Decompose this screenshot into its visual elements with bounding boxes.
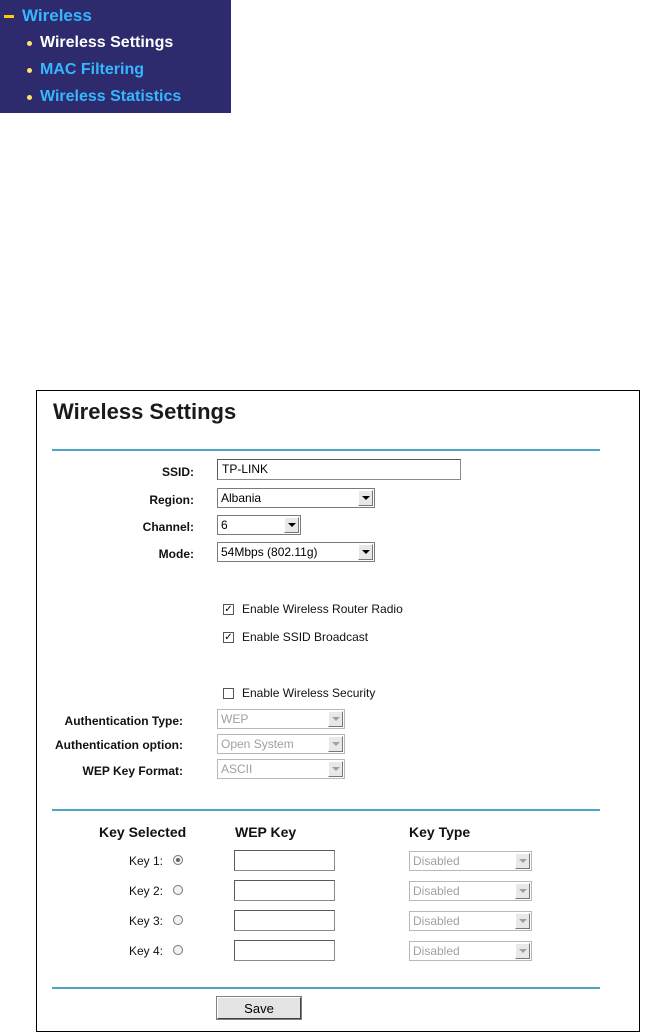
wireless-menu: [0, 0, 231, 113]
key-2-type-value: Disabled: [413, 884, 460, 898]
wep-key-format-value: ASCII: [221, 762, 253, 776]
auth-type-label: Authentication Type:: [64, 714, 183, 728]
dropdown-arrow-icon[interactable]: [328, 761, 343, 777]
auth-type-value: WEP: [221, 712, 249, 726]
bullet-icon: [27, 41, 32, 46]
region-select[interactable]: [217, 488, 375, 508]
key-1-radio[interactable]: [173, 855, 183, 865]
dropdown-arrow-icon[interactable]: [328, 736, 343, 752]
region-label: Region:: [149, 493, 194, 507]
key-1-type-select[interactable]: [409, 851, 532, 871]
key-2-input[interactable]: [234, 880, 335, 901]
enable-ssid-broadcast-row[interactable]: [223, 630, 368, 644]
channel-select[interactable]: [217, 515, 301, 535]
dropdown-arrow-icon[interactable]: [515, 913, 530, 929]
wep-key-format-label: WEP Key Format:: [82, 764, 183, 778]
key-3-type-value: Disabled: [413, 914, 460, 928]
divider: [52, 987, 600, 989]
dropdown-arrow-icon[interactable]: [358, 544, 373, 560]
dropdown-arrow-icon[interactable]: [284, 517, 299, 533]
channel-value: 6: [221, 518, 228, 532]
key-3-radio[interactable]: [173, 915, 183, 925]
key-2-radio[interactable]: [173, 885, 183, 895]
key-4-radio[interactable]: [173, 945, 183, 955]
menu-item-label: MAC Filtering: [40, 61, 144, 78]
dropdown-arrow-icon[interactable]: [515, 853, 530, 869]
menu-item-mac-filtering[interactable]: [27, 59, 144, 81]
dropdown-arrow-icon[interactable]: [515, 943, 530, 959]
menu-parent-label: Wireless: [22, 6, 92, 25]
wireless-settings-panel: [36, 390, 640, 1032]
enable-radio-row[interactable]: [223, 602, 403, 616]
enable-ssid-broadcast-checkbox[interactable]: ✓: [224, 631, 233, 643]
key-2-type-select[interactable]: [409, 881, 532, 901]
ssid-label: SSID:: [161, 465, 194, 479]
enable-security-label: Enable Wireless Security: [242, 686, 376, 700]
mode-label: Mode:: [158, 547, 194, 561]
collapse-minus-icon: [4, 15, 14, 18]
enable-security-checkbox[interactable]: [223, 688, 234, 699]
enable-security-row[interactable]: [223, 686, 375, 700]
key-3-input[interactable]: [234, 910, 335, 931]
menu-item-label: Wireless Settings: [40, 34, 174, 51]
key-type-header: Key Type: [409, 824, 471, 840]
bullet-icon: [27, 68, 32, 73]
mode-value: 54Mbps (802.11g): [221, 545, 318, 559]
region-value: Albania: [221, 491, 262, 505]
key-3-label: Key 3:: [129, 914, 164, 928]
enable-radio-checkbox[interactable]: ✓: [224, 603, 233, 615]
divider: [52, 809, 600, 811]
page-title: Wireless Settings: [53, 399, 237, 424]
auth-option-select[interactable]: [217, 734, 345, 754]
enable-ssid-broadcast-label: Enable SSID Broadcast: [242, 630, 369, 644]
ssid-input[interactable]: TP-LINK: [217, 459, 461, 480]
bullet-icon: [27, 95, 32, 100]
menu-item-label: Wireless Statistics: [40, 88, 182, 105]
dropdown-arrow-icon[interactable]: [328, 711, 343, 727]
key-1-input[interactable]: [234, 850, 335, 871]
key-3-type-select[interactable]: [409, 911, 532, 931]
dropdown-arrow-icon[interactable]: [515, 883, 530, 899]
dropdown-arrow-icon[interactable]: [358, 490, 373, 506]
key-4-type-value: Disabled: [413, 944, 460, 958]
save-button[interactable]: Save: [217, 997, 301, 1019]
mode-select[interactable]: [217, 542, 375, 562]
menu-parent-wireless[interactable]: [4, 5, 92, 27]
auth-option-value: Open System: [221, 737, 294, 751]
auth-option-label: Authentication option:: [55, 738, 183, 752]
key-4-type-select[interactable]: [409, 941, 532, 961]
divider: [52, 449, 600, 451]
wep-key-header: WEP Key: [235, 824, 297, 840]
key-2-label: Key 2:: [129, 884, 164, 898]
auth-type-select[interactable]: [217, 709, 345, 729]
key-1-label: Key 1:: [129, 854, 164, 868]
key-4-input[interactable]: [234, 940, 335, 961]
enable-radio-label: Enable Wireless Router Radio: [242, 602, 403, 616]
key-1-type-value: Disabled: [413, 854, 460, 868]
channel-label: Channel:: [142, 520, 194, 534]
menu-item-wireless-statistics[interactable]: [27, 86, 181, 108]
key-selected-header: Key Selected: [99, 824, 187, 840]
menu-item-wireless-settings[interactable]: [27, 32, 173, 54]
key-4-label: Key 4:: [129, 944, 164, 958]
wep-key-format-select[interactable]: [217, 759, 345, 779]
